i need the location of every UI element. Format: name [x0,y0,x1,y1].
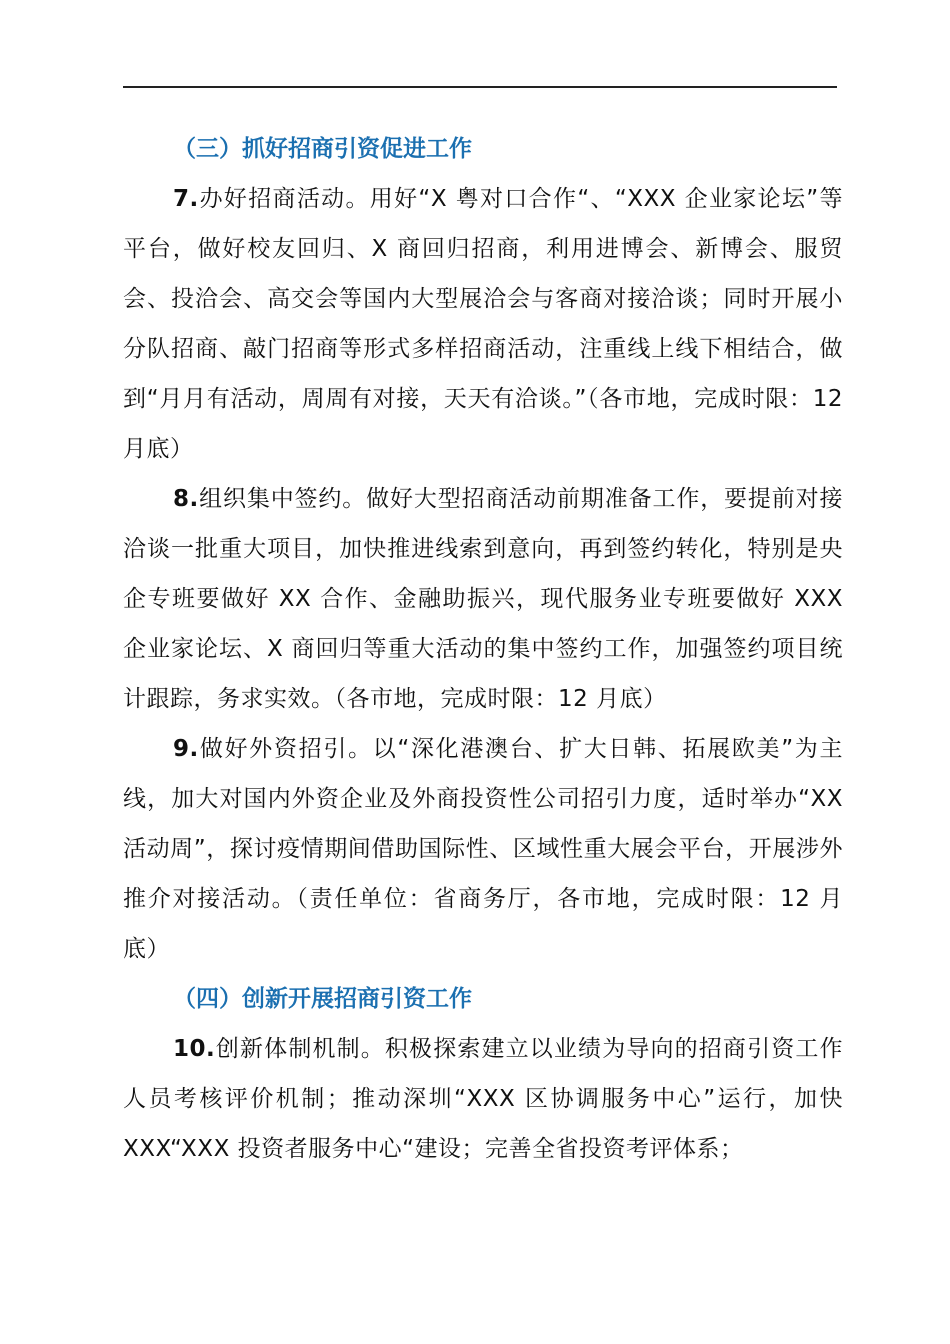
section-heading-4: （四）创新开展招商引资工作 [173,986,472,1012]
item-text: 组织集中签约。做好大型招商活动前期准备工作，要提前对接洽谈一批重大项目，加快推进线索到意向，再到签约转化，特别是央企专班要做好 XX 合作、金融助振兴，现代服务业专班要做好 XXX 企业家论坛、X 商回归等重大活动的集中签约工作，加强签约项目统计跟踪，务求实效。（各市地，完成时限：12 月底） [123,486,843,712]
paragraph-item-7 [123,174,843,474]
item-text: 办好招商活动。用好“X 粤对口合作“、“XXX 企业家论坛”等平台，做好校友回归、X 商回归招商，利用进博会、新博会、服贸会、投洽会、高交会等国内大型展洽会与客商对接洽谈；同时开展小分队招商、敲门招商等形式多样招商活动，注重线上线下相结合，做到“月月有活动，周周有对接，天天有洽谈。”（各市地，完成时限：12 月底） [123,186,843,462]
item-text: 做好外资招引。以“深化港澳台、扩大日韩、拓展欧美”为主线，加大对国内外资企业及外商投资性公司招引力度，适时举办“XX 活动周”，探讨疫情期间借助国际性、区域性重大展会平台，开展涉外推介对接活动。（责任单位：省商务厅，各市地，完成时限：12 月底） [123,736,843,962]
item-number: 10. [173,1036,216,1062]
paragraph-item-9 [123,724,843,974]
item-number: 7. [173,186,199,212]
header-rule [123,86,837,88]
section-heading-3: （三）抓好招商引资促进工作 [173,136,472,162]
paragraph-item-10 [123,1024,843,1174]
document-body [123,124,843,1174]
paragraph-item-8 [123,474,843,724]
item-number: 8. [173,486,199,512]
item-text: 创新体制机制。积极探索建立以业绩为导向的招商引资工作人员考核评价机制；推动深圳“XXX 区协调服务中心”运行，加快 XXX“XXX 投资者服务中心“建设；完善全省投资考评体系； [123,1036,843,1162]
item-number: 9. [173,736,199,762]
